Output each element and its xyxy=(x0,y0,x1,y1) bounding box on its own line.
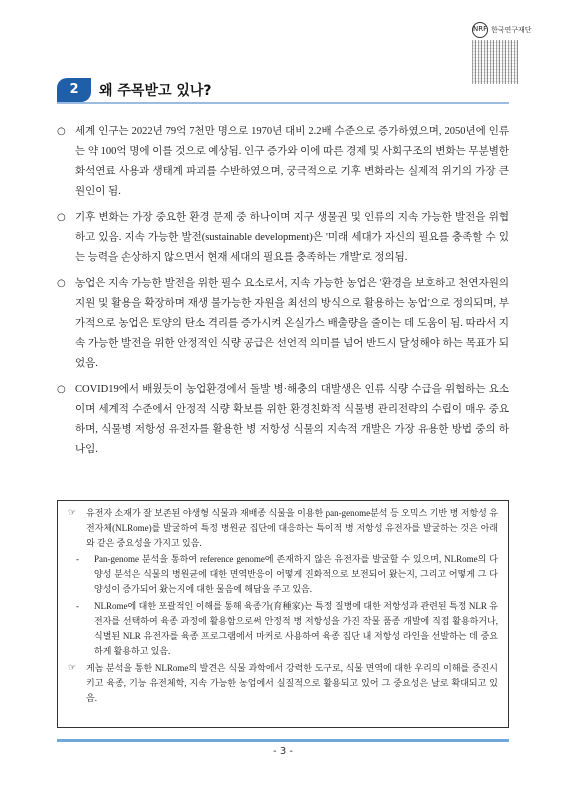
bullet-list xyxy=(57,122,509,466)
box-subitem xyxy=(76,552,498,597)
section-title: 왜 주목받고 있나? xyxy=(99,83,212,99)
header-logo xyxy=(470,20,542,84)
bullet-mark: ○ xyxy=(57,126,66,137)
box-item-text: 게놈 분석을 통한 NLRome의 발견은 식물 과학에서 강력한 도구로, 식물 면역에 대한 우리의 이해를 증진시키고 육종, 기능 유전체학, 지속 가능한 농업에서 실질적으로 활용되고 있어 그 중요성은 날로 확대되고 있음. xyxy=(86,663,498,703)
pointing-hand-icon: ☞ xyxy=(68,663,77,673)
bullet-item xyxy=(57,380,509,460)
bullet-item xyxy=(57,122,509,202)
bullet-item xyxy=(57,274,509,374)
bullet-mark: ○ xyxy=(57,278,66,289)
org-name: 한국연구재단 xyxy=(491,26,532,34)
dash-mark: - xyxy=(76,554,79,564)
box-item xyxy=(68,506,498,551)
pointing-hand-icon: ☞ xyxy=(68,508,77,518)
box-subitem-text: Pan-genome 분석을 통하여 reference genome에 존재하지 않은 유전자를 발굴할 수 있으며, NLRome의 다양성 분석은 식물의 병원균에 대한 면역반응이 어떻게 진화적으로 보전되어 왔는지, 그리고 어떻게 그 다양성이 증가되어 왔는지에 대한 물음에 해답을 주고 있음. xyxy=(94,554,498,594)
section-header xyxy=(57,78,509,102)
nrf-logo-icon xyxy=(472,22,488,38)
bullet-mark: ○ xyxy=(57,384,66,395)
footer-divider xyxy=(57,739,509,742)
bullet-mark: ○ xyxy=(57,212,66,223)
dash-mark: - xyxy=(76,601,79,611)
bullet-text: 세계 인구는 2022년 79억 7천만 명으로 1970년 대비 2.2배 수준으로 증가하였으며, 2050년에 인류는 약 100억 명에 이를 것으로 예상됨. 인구 증가와 이에 따른 경제 및 사회구조의 변화는 무분별한 화석연료 사용과 생태계 파괴를 수반하였으며, 궁극적으로 기후 변화라는 실제적 위기의 가장 큰 원인이 됨. xyxy=(75,126,509,197)
bullet-text: 기후 변화는 가장 중요한 환경 문제 중 하나이며 지구 생물권 및 인류의 지속 가능한 발전을 위협하고 있음. 지속 가능한 발전(sustainable development)은 '미래 세대가 자신의 필요를 충족할 수 있는 능력을 손상하지 않으면서 현재 세대의 필요를 충족하는 개발'로 정의됨. xyxy=(75,212,509,263)
section-number: 2 xyxy=(57,78,91,102)
section-underline xyxy=(57,102,509,104)
box-subitem xyxy=(76,599,498,659)
box-item xyxy=(68,661,498,706)
bullet-text: COVID19에서 배웠듯이 농업환경에서 돌발 병·해충의 대발생은 인류 식량 수급을 위협하는 요소이며 세계적 수준에서 안정적 식량 확보를 위한 환경친화적 식물병 관리전략의 수립이 매우 중요하며, 식물병 저항성 유전자를 활용한 병 저항성 식물의 지속적 개발은 가장 유용한 방법 중의 하나임. xyxy=(75,384,509,455)
box-subitem-text: NLRome에 대한 포괄적인 이해를 통해 육종가(育種家)는 특정 질병에 대한 저항성과 관련된 특정 NLR 유전자를 선택하여 육종 과정에 활용함으로써 안정적 병 저항성을 가진 작물 품종 개발에 직접 활용하거나, 식별된 NLR 유전자를 육종 프로그램에서 마커로 사용하여 육종 집단 내 저항성 라인을 선발하는 데 중요하게 활용하고 있음. xyxy=(94,601,498,656)
bullet-item xyxy=(57,208,509,268)
box-item-text: 유전자 소재가 잘 보존된 야생형 식물과 재배종 식물을 이용한 pan-genome분석 등 오믹스 기반 병 저항성 유전자체(NLRome)를 발굴하여 특정 병원균 집단에 대응하는 특이적 병 저항성 유전자를 발굴하는 것은 아래와 같은 중요성을 가지고 있음. xyxy=(86,508,498,548)
bullet-text: 농업은 지속 가능한 발전을 위한 필수 요소로서, 지속 가능한 농업은 '환경을 보호하고 천연자원의 지원 및 활용을 확장하며 재생 불가능한 자원을 최선의 방식으로 활용하는 농업'으로 정의되며, 부가적으로 농업은 토양의 탄소 격리를 증가시켜 온실가스 배출량을 줄이는 데 도움이 됨. 따라서 지속 가능한 발전을 위한 안정적인 식량 공급은 선언적 의미를 넘어 반드시 달성해야 하는 목표가 되었음. xyxy=(75,278,509,369)
page-number: - 3 - xyxy=(273,746,293,757)
summary-box xyxy=(57,500,509,728)
logo-mark: NRF xyxy=(473,25,488,33)
